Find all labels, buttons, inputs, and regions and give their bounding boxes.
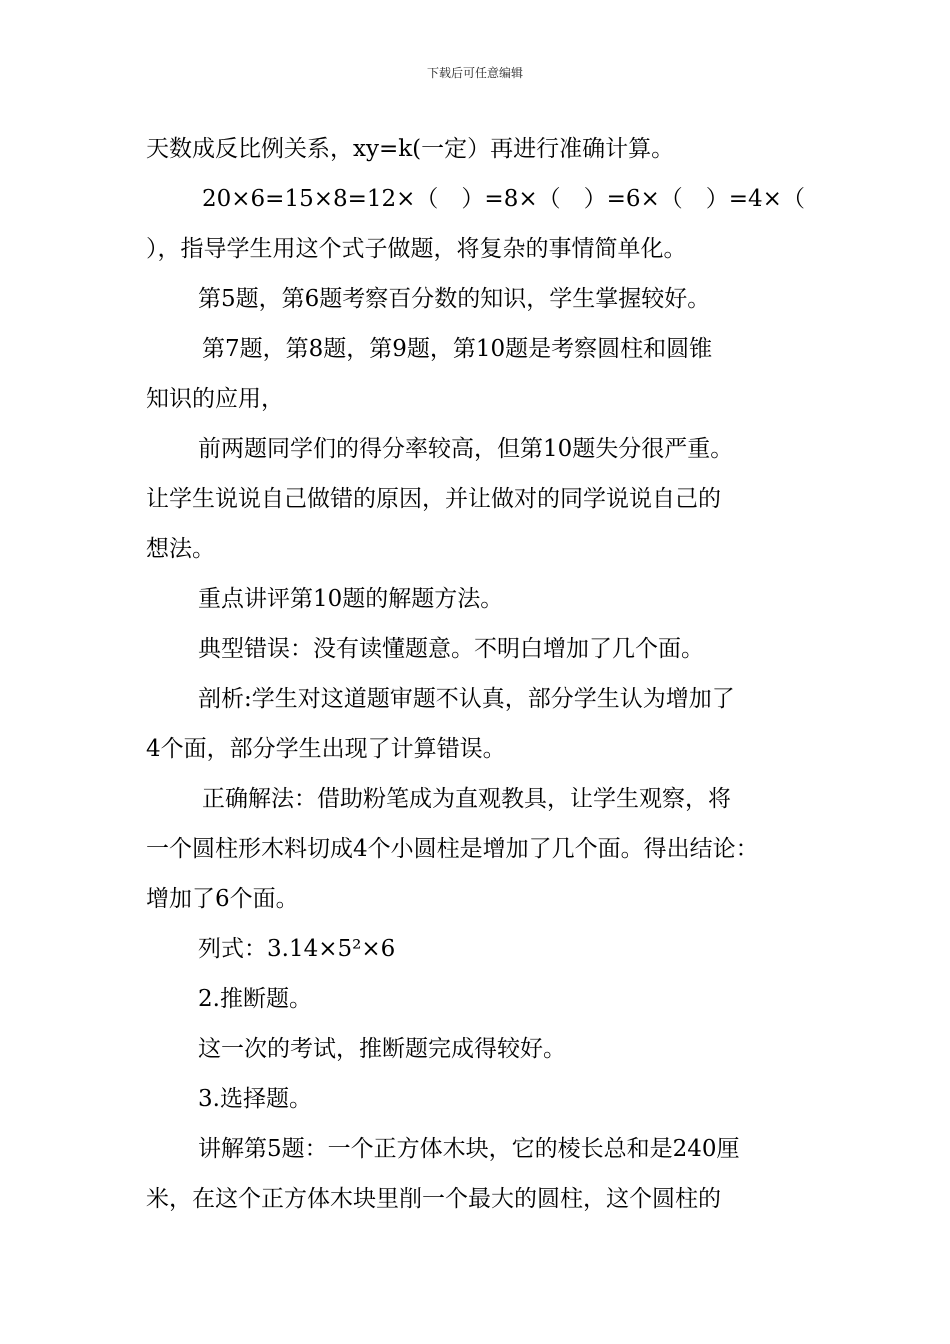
document-body <box>146 124 836 1224</box>
text-line: 让学生说说自己做错的原因，并让做对的同学说说自己的 <box>146 486 721 512</box>
text-line: 典型错误：没有读懂题意。不明白增加了几个面。 <box>198 636 704 662</box>
text-line: 米，在这个正方体木块里削一个最大的圆柱，这个圆柱的 <box>146 1186 721 1212</box>
text-line: 第5题，第6题考察百分数的知识，学生掌握较好。 <box>198 286 711 312</box>
text-line: ），指导学生用这个式子做题，将复杂的事情简单化。 <box>146 236 687 262</box>
text-line: 这一次的考试，推断题完成得较好。 <box>198 1036 566 1062</box>
text-line: 前两题同学们的得分率较高，但第10题失分很严重。 <box>198 436 734 462</box>
text-line: 想法。 <box>146 536 215 562</box>
text-line: 4个面，部分学生出现了计算错误。 <box>146 736 506 762</box>
text-line: 知识的应用， <box>146 386 284 412</box>
text-line: 增加了6个面。 <box>146 886 299 912</box>
text-line: 第7题，第8题，第9题，第10题是考察圆柱和圆锥 <box>202 336 713 362</box>
text-line: 正确解法：借助粉笔成为直观教具，让学生观察，将 <box>202 786 731 812</box>
text-line: 一个圆柱形木料切成4个小圆柱是增加了几个面。得出结论： <box>146 836 759 862</box>
text-line: 3.选择题。 <box>198 1086 312 1112</box>
text-line: 天数成反比例关系，xy=k(一定）再进行准确计算。 <box>146 136 675 162</box>
text-line: 20×6=15×8=12×（ ）=8×（ ）=6×（ ）=4×（ <box>202 186 805 212</box>
text-line: 剖析:学生对这道题审题不认真，部分学生认为增加了 <box>198 686 735 712</box>
text-line: 重点讲评第10题的解题方法。 <box>198 586 504 612</box>
text-line: 2.推断题。 <box>198 986 312 1012</box>
page-header: 下载后可任意编辑 <box>426 66 523 80</box>
text-line: 列式：3.14×5²×6 <box>198 936 396 962</box>
text-line: 讲解第5题：一个正方体木块，它的棱长总和是240厘 <box>198 1136 740 1162</box>
